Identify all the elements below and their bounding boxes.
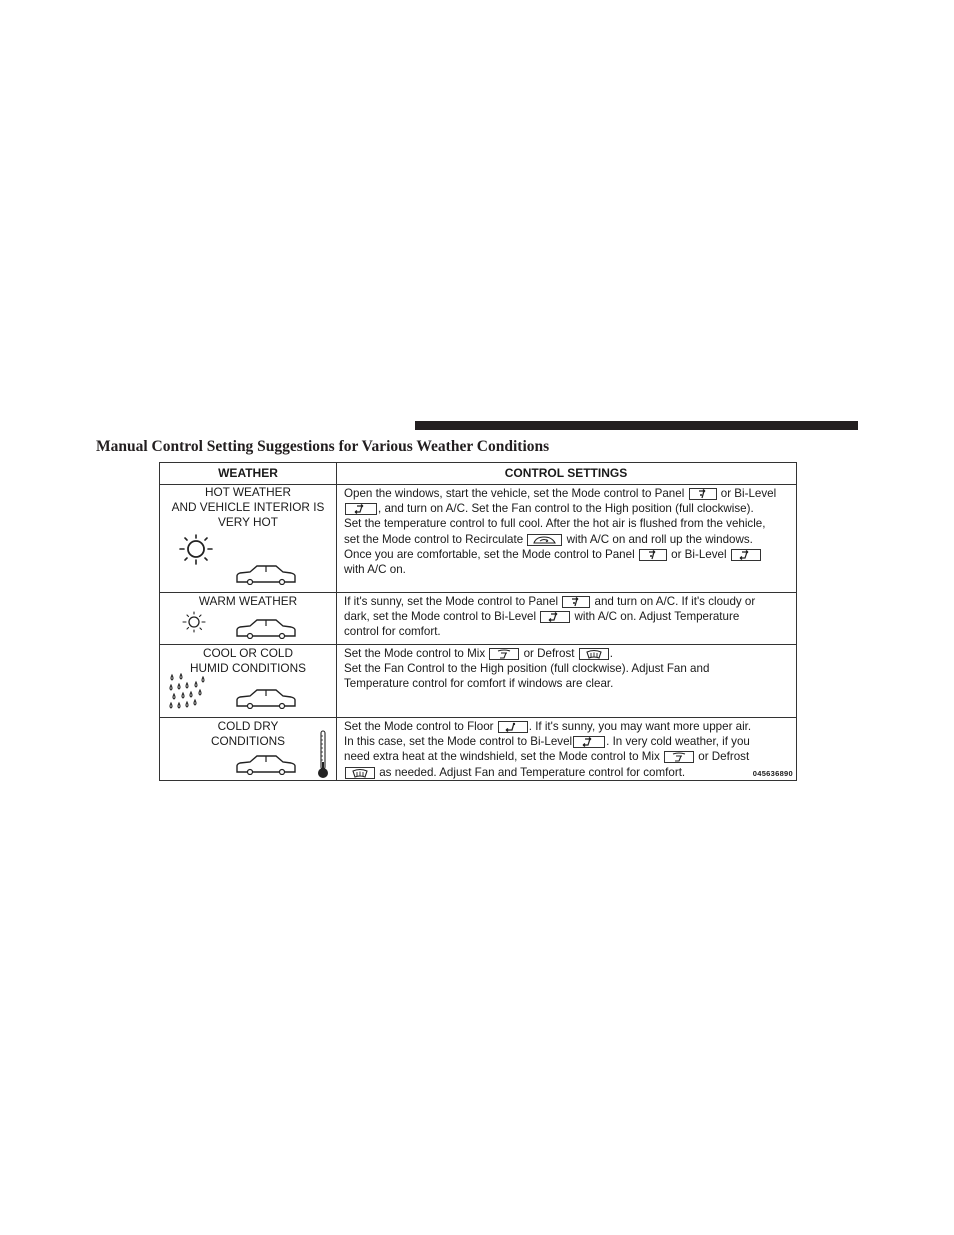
table-row-cool-humid bbox=[160, 645, 796, 718]
figure-code: 045636890 bbox=[752, 769, 793, 778]
section-header-bar bbox=[415, 421, 858, 430]
settings-text: or Defrost bbox=[523, 647, 575, 660]
settings-text: , and turn on A/C. Set the Fan control to the High position (full clockwise). bbox=[378, 502, 754, 516]
col-settings-header: CONTROL SETTINGS bbox=[504, 466, 628, 480]
table-row-warm bbox=[160, 593, 796, 645]
settings-text: or Bi-Level bbox=[671, 547, 727, 561]
settings-cell bbox=[344, 486, 792, 577]
weather-line: CONDITIONS bbox=[210, 734, 286, 748]
settings-text: with A/C on and roll up the windows. bbox=[566, 532, 753, 546]
settings-text: If it's sunny, set the Mode control to Panel bbox=[344, 595, 559, 608]
bi-level-mode-icon bbox=[345, 503, 377, 515]
car-icon bbox=[235, 617, 297, 639]
settings-text: set the Mode control to Recirculate bbox=[344, 532, 524, 546]
weather-line: COLD DRY bbox=[217, 719, 279, 733]
settings-text: Open the windows, start the vehicle, set the Mode control to Panel bbox=[344, 487, 685, 500]
settings-text: and turn on A/C. If it's cloudy or bbox=[594, 595, 756, 608]
weather-line: VERY HOT bbox=[218, 515, 278, 529]
bi-level-mode-icon bbox=[573, 736, 605, 748]
weather-cell bbox=[160, 594, 336, 609]
raindrops-icon bbox=[167, 673, 207, 713]
panel-mode-icon bbox=[562, 596, 590, 608]
table-row-hot bbox=[160, 485, 796, 593]
car-icon bbox=[235, 563, 297, 585]
settings-text: . If it's sunny, you may want more upper air. bbox=[528, 720, 752, 733]
panel-mode-icon bbox=[639, 549, 667, 561]
panel-mode-icon bbox=[689, 488, 717, 500]
bi-level-mode-icon bbox=[540, 611, 570, 623]
mix-mode-icon bbox=[489, 648, 519, 660]
weather-line: WARM WEATHER bbox=[198, 594, 298, 608]
weather-line: HUMID CONDITIONS bbox=[190, 661, 306, 675]
weather-line: COOL OR COLD bbox=[202, 646, 294, 660]
settings-cell bbox=[344, 646, 792, 692]
thermometer-icon bbox=[316, 730, 330, 780]
weather-cell bbox=[160, 485, 336, 530]
weather-cell bbox=[160, 646, 336, 676]
sun-icon bbox=[176, 533, 216, 567]
settings-cell bbox=[344, 719, 792, 780]
settings-text: Set the Mode control to Floor bbox=[344, 720, 494, 733]
mix-mode-icon bbox=[664, 751, 694, 763]
settings-text: . In very cold weather, if you bbox=[606, 735, 750, 749]
weather-line: HOT WEATHER bbox=[204, 485, 292, 499]
page-heading: Manual Control Setting Suggestions for Various Weather Conditions bbox=[96, 438, 550, 455]
settings-cell bbox=[344, 594, 792, 640]
settings-text: Set the Fan Control to the High position (full clockwise). Adjust Fan and bbox=[344, 662, 710, 676]
weather-cell bbox=[160, 719, 336, 749]
settings-text: In this case, set the Mode control to Bi-Level bbox=[344, 735, 573, 749]
weather-line: AND VEHICLE INTERIOR IS bbox=[171, 500, 325, 514]
settings-text: Set the Mode control to Mix bbox=[344, 647, 486, 660]
settings-text: dark, set the Mode control to Bi-Level bbox=[344, 610, 537, 624]
defrost-icon bbox=[579, 648, 609, 660]
settings-text: Temperature control for comfort if windows are clear. bbox=[344, 677, 614, 691]
settings-text: Set the temperature control to full cool. After the hot air is flushed from the vehicle, bbox=[344, 517, 766, 531]
settings-text: as needed. Adjust Fan and Temperature control for comfort. bbox=[379, 765, 686, 779]
floor-mode-icon bbox=[498, 721, 528, 733]
car-icon bbox=[235, 687, 297, 709]
weather-settings-table bbox=[159, 462, 797, 781]
table-row-cold-dry bbox=[160, 718, 796, 780]
settings-text: or Bi-Level bbox=[720, 487, 777, 500]
col-weather-header: WEATHER bbox=[218, 466, 278, 480]
settings-text: control for comfort. bbox=[344, 625, 441, 639]
settings-text: with A/C on. Adjust Temperature bbox=[574, 610, 740, 624]
settings-text: need extra heat at the windshield, set the Mode control to Mix bbox=[344, 750, 660, 764]
car-icon bbox=[235, 753, 297, 775]
defrost-icon bbox=[345, 767, 375, 779]
settings-text: or Defrost bbox=[698, 750, 750, 764]
table-header bbox=[160, 463, 796, 485]
sun-icon bbox=[180, 610, 208, 634]
settings-text: with A/C on. bbox=[344, 563, 406, 577]
bi-level-mode-icon bbox=[731, 549, 761, 561]
settings-text: Once you are comfortable, set the Mode control to Panel bbox=[344, 547, 635, 561]
settings-text: . bbox=[609, 647, 613, 660]
recirculate-icon bbox=[527, 534, 562, 546]
